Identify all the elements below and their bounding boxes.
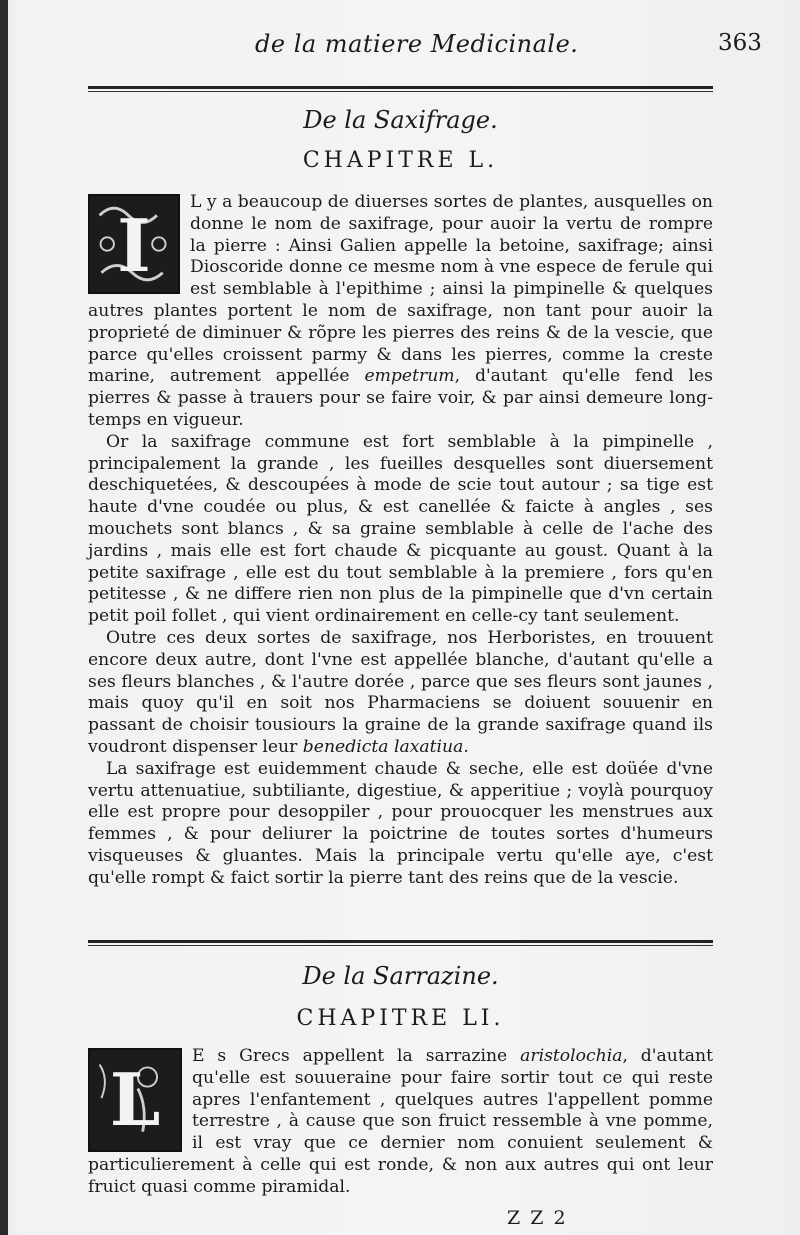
signature-mark: Z Z 2 bbox=[507, 1207, 568, 1229]
chapter-51-body bbox=[88, 1046, 713, 1199]
initial-letter: I bbox=[117, 203, 151, 288]
paragraph-3 bbox=[88, 628, 713, 759]
paragraph-1 bbox=[88, 192, 713, 432]
paragraph-5-end: , d'autant qu'elle est souueraine pour faire sortir tout ce qui reste apres l'enfantement , quelques autres l'appellent pomme terrestre , à cause que son fruict ressemble à vne pomme, il est vray que ce dernier nom conuient seulement & particulierement à celle qui est ronde, & non aux autres qui ont leur fruict quasi comme piramidal. bbox=[88, 1046, 713, 1197]
page-number: 363 bbox=[718, 30, 762, 56]
page-binding-edge bbox=[0, 0, 8, 1235]
running-title: de la matiere Medicinale. bbox=[255, 30, 579, 58]
paragraph-1-end: , d'autant qu'elle fend les pierres & passe à trauers pour se faire voir, & par ainsi demeure long-temps en vigueur. bbox=[88, 366, 713, 430]
section-title-saxifrage: De la Saxifrage. bbox=[303, 106, 498, 134]
ornamental-initial-i bbox=[88, 194, 180, 294]
chapter-heading-50: CHAPITRE L. bbox=[302, 148, 499, 173]
ornamental-initial-l bbox=[88, 1048, 182, 1152]
chapter-heading-51: CHAPITRE LI. bbox=[296, 1006, 505, 1031]
chapter-50-body bbox=[88, 192, 713, 890]
paragraph-4: La saxifrage est euidemment chaude & seche, elle est doüée d'vne vertu attenuatiue, subtiliante, digestiue, & apperitiue ; voylà pourquoy elle est propre pour desoppiler , pour prouocquer les menstrues aux femmes , & pour deliurer la poictrine de toutes sortes d'humeurs visqueuses & gluantes. Mais la principale vertu qu'elle aye, c'est qu'elle rompt & faict sortir la pierre tant des reins que de la vescie. bbox=[88, 758, 713, 888]
paragraph-3-text: Outre ces deux sortes de saxifrage, nos Herboristes, en trouuent encore deux autre, dont l'vne est appellée blanche, d'autant qu'elle a ses fleurs blanches , & l'autre dorée , parce que ses fleurs sont jaunes , mais quoy qu'il en soit nos Pharmaciens se doiuent souuenir en passant de choisir tousiours la graine de la grande saxifrage quand ils voudront dispenser leur bbox=[88, 627, 713, 757]
paragraph-2: Or la saxifrage commune est fort semblable à la pimpinelle , principalement la grande , les fueilles desquelles sont diuersement deschiquetées, & descoupées à mode de scie tout autour ; sa tige est haute d'vne coudée ou plus, & est canellée & faicte à angles , ses mouchets sont blancs , & sa graine semblable à celle de l'ache des jardins , mais elle est fort chaude & picquante au goust. Quant à la petite saxifrage , elle est du tout semblable à la premiere , fors qu'en petitesse , & ne differe rien non plus de la pimpinelle que d'vn certain petit poil follet , qui vient ordinairement en celle-cy tant seulement. bbox=[88, 431, 713, 627]
latin-term-aristolochia: aristolochia bbox=[520, 1046, 623, 1066]
paragraph-5-text: E s Grecs appellent la sarrazine bbox=[192, 1046, 508, 1066]
latin-term-empetrum: empetrum bbox=[364, 366, 455, 387]
paragraph-1-text: L y a beaucoup de diuerses sortes de plantes, ausquelles on donne le nom de saxifrage, pour auoir la vertu de rompre la pierre : Ainsi Galien appelle la betoine, saxifrage; ainsi Dioscoride donne ce mesme nom à vne espece de ferule qui est semblable à l'epithime ; ainsi la pimpinelle & quelques autres plantes portent le nom de saxifrage, non tant pour auoir la proprieté de diminuer & rõpre les pierres des reins & de la vescie, que parce qu'elles croissent parmy & dans les pierres, comme la creste marine, autrement appellée bbox=[88, 192, 713, 387]
section-title-sarrazine: De la Sarrazine. bbox=[302, 962, 499, 990]
header-rule bbox=[88, 86, 713, 89]
latin-term-benedicta: benedicta laxatiua. bbox=[302, 736, 469, 757]
section-divider-rule bbox=[88, 940, 713, 943]
initial-letter: L bbox=[109, 1057, 161, 1142]
